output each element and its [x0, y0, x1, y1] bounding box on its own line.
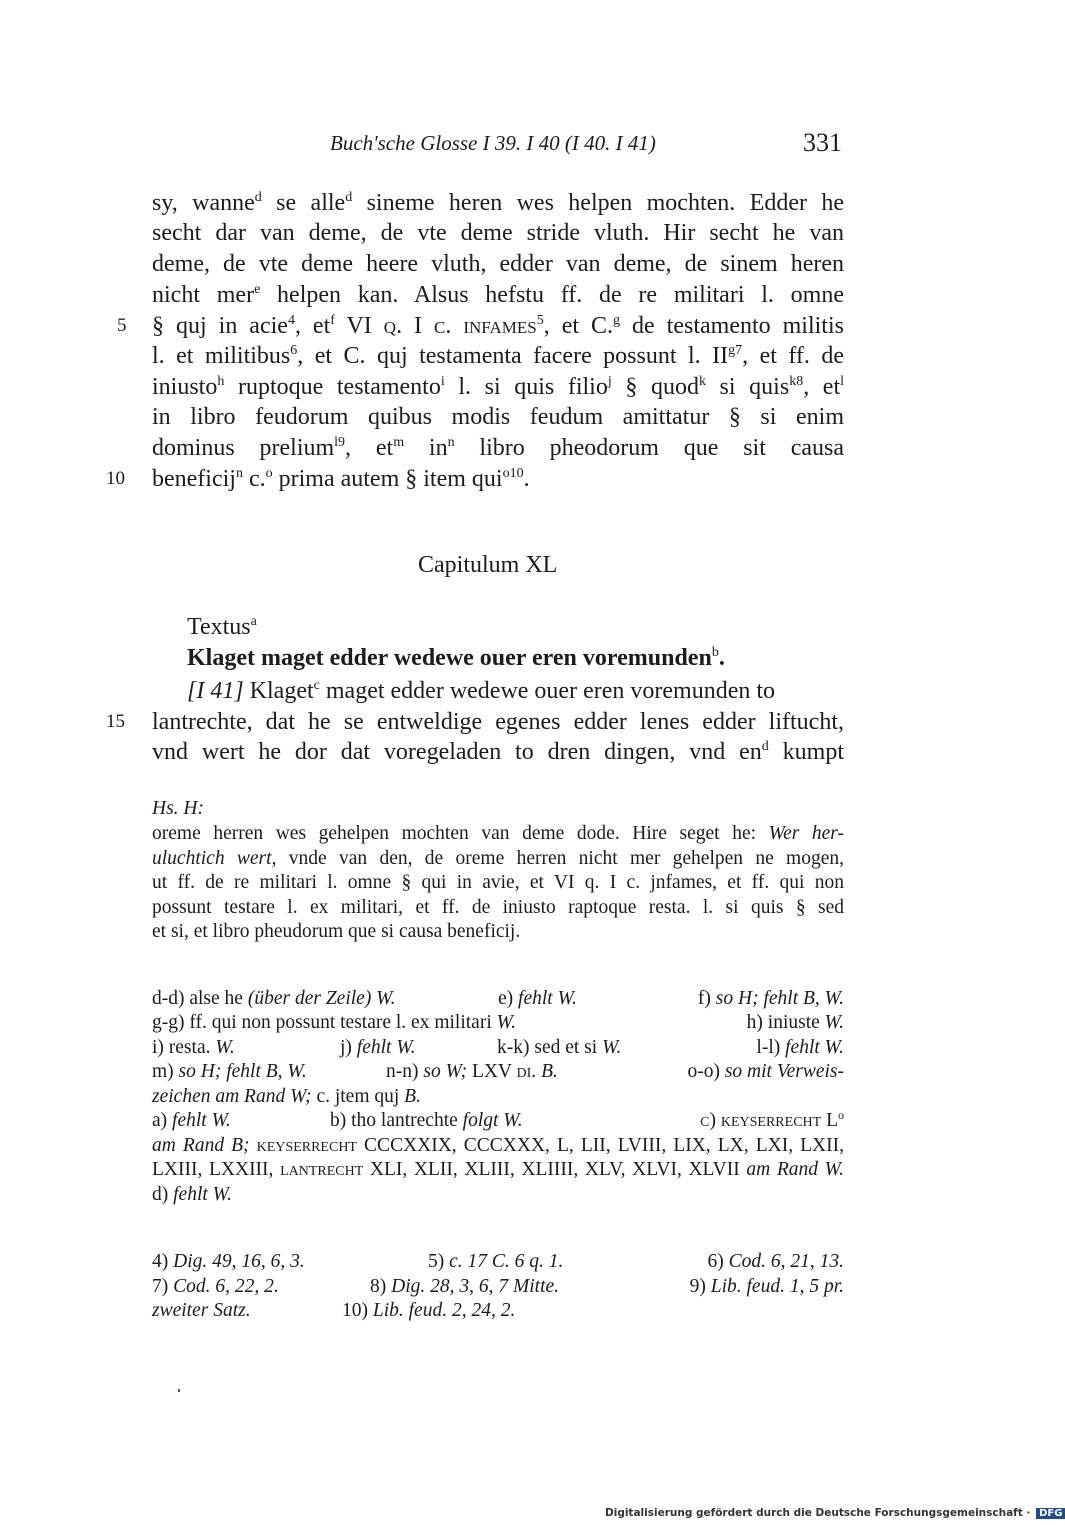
apparatus-row-8: LXIII, LXXIII, lantrecht XLI, XLII, XLIII, XLIIII, XLV, XLVI, XLVII am Rand W. [152, 1159, 844, 1180]
manuscript-label: Hs. H: [152, 798, 204, 819]
line-number-15: 15 [106, 711, 125, 732]
main-text-line-2: secht dar van deme, de vte deme stride vluth. Hir secht he van [152, 220, 844, 246]
manuscript-line-5: et si, et libro pheudorum que si causa beneficij. [152, 921, 521, 942]
main-text-line-14: [I 41] Klaget$^c$ maget edder wedewe ouer eren voremunden to [187, 678, 776, 704]
main-text-line-9: dominus prelium$^{l9}$, $et^m$ $in^n$ libro pheodorum que sit causa [152, 435, 844, 461]
main-text-line-5: § quj in acie$^4$, $et^f$ VI q. I c. infames$^5$, et C.$^g$ de testamento militis [152, 313, 844, 339]
manuscript-line-4: possunt testare l. ex militari, et ff. de iniusto raptoque resta. l. si quis § sed [152, 897, 844, 918]
apparatus-row-5: zeichen am Rand W; c. jtem quj B. [152, 1086, 421, 1107]
chapter-bold-heading: Klaget maget edder wedewe ouer eren voremunden$^b$. [187, 645, 725, 671]
main-text-line-7: iniusto$^h$ ruptoque testamento$^i$ l. si quis filio$^j$ § quod$^k$ si quis$^{k8}$, $et^l$ [152, 374, 845, 400]
running-title: Buch'sche Glosse I 39. I 40 (I 40. I 41) [330, 131, 656, 155]
stray-mark [178, 1389, 180, 1392]
apparatus-row-9: d) fehlt W. [152, 1184, 232, 1205]
manuscript-line-1: oreme herren wes gehelpen mochten van deme dode. Hire seget he: Wer her- [152, 823, 844, 844]
manuscript-line-3: ut ff. de re militari l. omne § qui in avie, et VI q. I c. jnfames, et ff. qui non [152, 872, 844, 893]
apparatus-row-7: am Rand B; keyserrecht CCCXXIX, CCCXXX, L, LII, LVIII, LIX, LX, LXI, LXII, [152, 1135, 844, 1156]
main-text-line-6: l. et militibus$^6$, et C. quj testamenta facere possunt l. $II^{g7}$, et ff. de [152, 343, 844, 369]
main-text-line-16: vnd wert he dor dat voregeladen to dren dingen, vnd $en^d$ kumpt [152, 739, 844, 765]
main-text-line-10: beneficij$^n$ c.$^o$ prima autem § item qui$^{o10}$. [152, 466, 530, 492]
main-text-line-4: nicht mer$^e$ helpen kan. Alsus hefstu ff. de re militari l. omne [152, 282, 844, 308]
main-text-line-1: sy, wanne$^d$ se alle$^d$ sineme heren wes helpen mochten. Edder he [152, 190, 844, 216]
dfg-logo: DFG [1036, 1508, 1065, 1519]
line-number-10: 10 [106, 468, 125, 489]
main-text-line-15: lantrechte, dat he se entweldige egenes edder lenes edder liftucht, [152, 709, 844, 735]
page-number: 331 [803, 128, 842, 157]
textus-label: Textus$^a$ [187, 614, 257, 640]
manuscript-line-2: uluchtich wert, vnde van den, de oreme herren nicht mer gehelpen ne mogen, [152, 848, 845, 869]
main-text-line-8: in libro feudorum quibus modis feudum amittatur § si enim [152, 404, 844, 430]
dfg-credit-text: Digitalisierung gefördert durch die Deutsche Forschungsgemeinschaft · [605, 1507, 1031, 1519]
dfg-credit [605, 1507, 1065, 1519]
line-number-5: 5 [117, 315, 127, 336]
chapter-title: Capitulum XL [418, 552, 558, 578]
main-text-line-3: deme, de vte deme heere vluth, edder van deme, de sinem heren [152, 251, 844, 277]
